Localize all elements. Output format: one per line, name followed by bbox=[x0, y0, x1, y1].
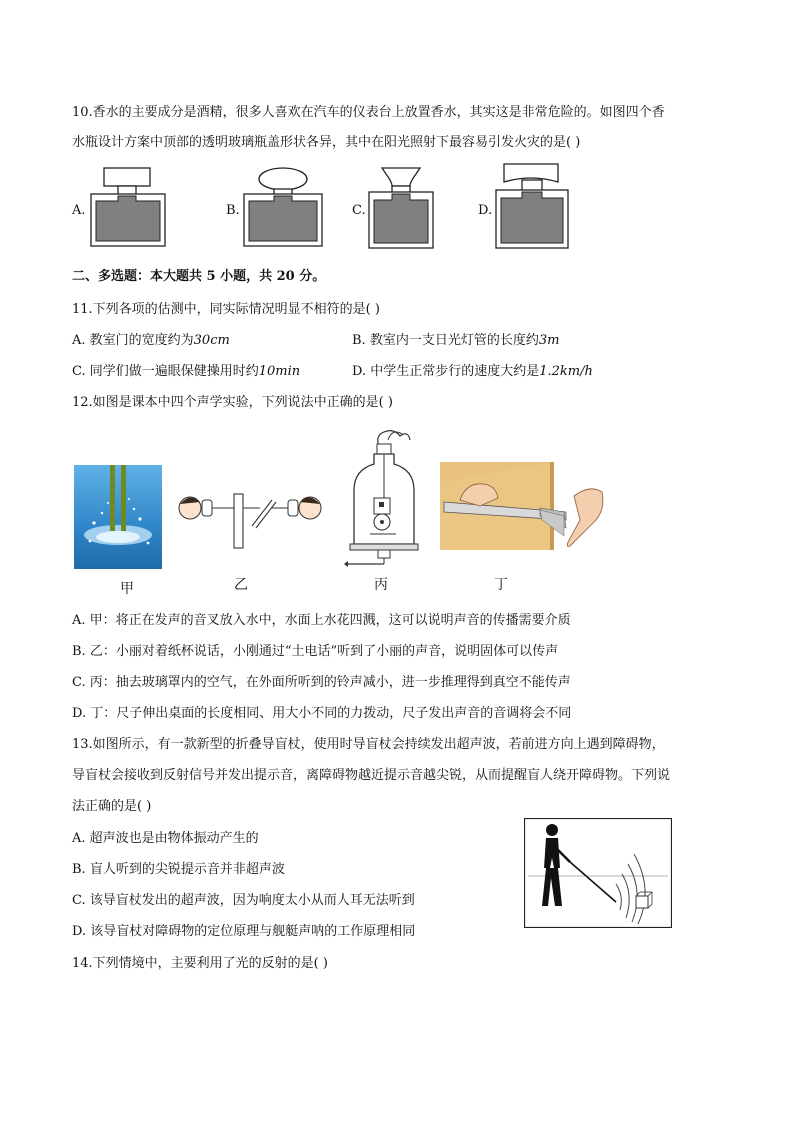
q12-option-d: D. 丁：尺子伸出桌面的长度相同、用大小不同的力拨动，尺子发出声音的音调将会不同 bbox=[72, 706, 572, 721]
q13-option-c: C. 该导盲杖发出的超声波，因为响度太小从而人耳无法听到 bbox=[72, 893, 415, 908]
q11-option-d: D. 中学生正常步行的速度大约是1.2km/h bbox=[352, 364, 593, 379]
q13-stem-line2: 导盲杖会接收到反射信号并发出提示音，离障碍物越近提示音越尖锐，从而提醒盲人绕开障碍物。下列说 bbox=[72, 768, 671, 783]
q12-option-a: A. 甲：将正在发声的音叉放入水中，水面上水花四溅，这可以说明声音的传播需要介质 bbox=[72, 613, 571, 628]
q11-option-a: A. 教室门的宽度约为30cm bbox=[72, 333, 230, 348]
string-telephone-figure bbox=[176, 486, 324, 550]
q13-stem-line3: 法正确的是( ) bbox=[72, 799, 152, 814]
perfume-bottle-d-figure bbox=[492, 160, 572, 252]
q10-option-c-label: C. bbox=[352, 203, 366, 218]
q12-option-b: B. 乙：小丽对着纸杯说话，小刚通过“土电话”听到了小丽的声音，说明固体可以传声 bbox=[72, 644, 559, 659]
q12-option-c: C. 丙：抽去玻璃罩内的空气，在外面所听到的铃声减小，进一步推理得到真空不能传声 bbox=[72, 675, 571, 690]
ultrasonic-cane-figure bbox=[524, 818, 672, 928]
perfume-bottle-a-figure bbox=[88, 166, 168, 250]
q10-option-d-label: D. bbox=[478, 203, 493, 218]
q13-option-a: A. 超声波也是由物体振动产生的 bbox=[72, 831, 259, 846]
q10-option-a-label: A. bbox=[72, 203, 86, 218]
figure-caption-bing: 丙 bbox=[374, 577, 388, 593]
figure-caption-jia: 甲 bbox=[120, 581, 134, 597]
figure-caption-yi: 乙 bbox=[234, 577, 248, 593]
ruler-on-table-figure bbox=[440, 462, 608, 554]
tuning-fork-water-figure bbox=[74, 465, 162, 569]
bell-jar-vacuum-figure bbox=[344, 426, 424, 572]
figure-caption-ding: 丁 bbox=[494, 577, 508, 593]
q12-stem: 12.如图是课本中四个声学实验，下列说法中正确的是( ) bbox=[72, 395, 393, 410]
q14-stem: 14.下列情境中，主要利用了光的反射的是( ) bbox=[72, 956, 328, 971]
q13-option-d: D. 该导盲杖对障碍物的定位原理与舰艇声呐的工作原理相同 bbox=[72, 924, 416, 939]
q10-option-b-label: B. bbox=[226, 203, 240, 218]
perfume-bottle-b-figure bbox=[240, 166, 326, 250]
q11-option-b: B. 教室内一支日光灯管的长度约3m bbox=[352, 333, 560, 348]
q11-stem: 11.下列各项的估测中，同实际情况明显不相符的是( ) bbox=[72, 302, 380, 317]
perfume-bottle-c-figure bbox=[366, 160, 436, 252]
q10-stem-line2: 水瓶设计方案中顶部的透明玻璃瓶盖形状各异，其中在阳光照射下最容易引发火灾的是( ) bbox=[72, 135, 581, 150]
section-heading-multiple-choice: 二、多选题：本大题共 5 小题，共 20 分。 bbox=[72, 269, 326, 284]
q10-stem-line1: 10.香水的主要成分是酒精，很多人喜欢在汽车的仪表台上放置香水，其实这是非常危险的。如图四个香 bbox=[72, 105, 665, 120]
q11-option-c: C. 同学们做一遍眼保健操用时约10min bbox=[72, 364, 301, 379]
q13-stem-line1: 13.如图所示，有一款新型的折叠导盲杖，使用时导盲杖会持续发出超声波，若前进方向上遇到障碍物， bbox=[72, 737, 665, 752]
q13-option-b: B. 盲人听到的尖锐提示音并非超声波 bbox=[72, 862, 285, 877]
